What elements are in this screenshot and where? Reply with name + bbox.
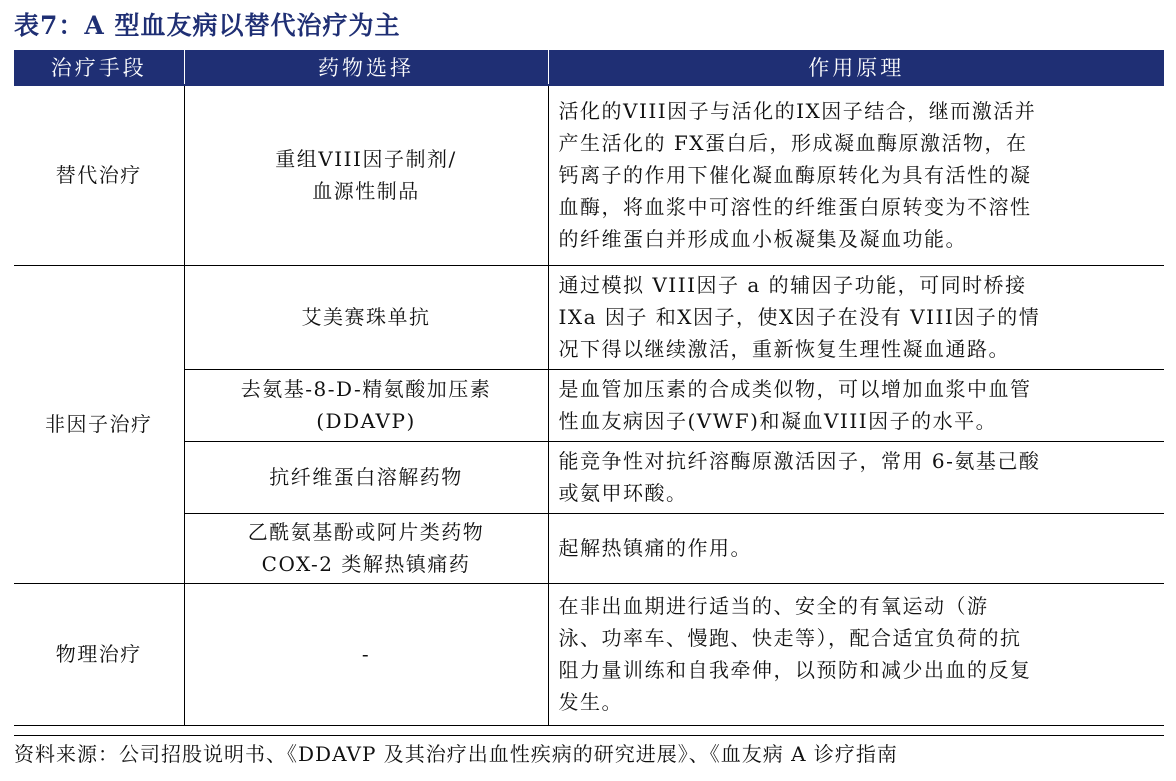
therapy-cell: 替代治疗	[14, 85, 184, 265]
table-row	[14, 85, 1164, 265]
drug-line: 重组VIII因子制剂/	[275, 147, 457, 172]
mechanism-line: 泳、功率车、慢跑、快走等），配合适宜负荷的抗	[558, 626, 1022, 650]
mechanism-line: 况下得以继续激活，重新恢复生理性凝血通路。	[558, 337, 1010, 361]
table-row	[14, 441, 1164, 513]
mechanism-line: 性血友病因子(VWF)和凝血VIII因子的水平。	[558, 409, 998, 433]
table-row	[14, 513, 1164, 583]
mechanism-line: 起解热镇痛的作用。	[558, 536, 752, 560]
treatment-table	[14, 50, 1164, 726]
drug-line: 艾美赛珠单抗	[301, 305, 431, 329]
drug-line: (DDAVP)	[316, 409, 416, 433]
mechanism-line: 能竞争性对抗纤溶酶原激活因子，常用 6-氨基己酸	[558, 449, 1041, 473]
drug-line: COX-2 类解热镇痛药	[261, 552, 471, 576]
header-drug: 药物选择	[184, 50, 548, 85]
drug-line: 血源性制品	[312, 179, 420, 204]
mechanism-line: 发生。	[558, 690, 623, 714]
source-note: 资料来源：公司招股说明书、《DDAVP 及其治疗出血性疾病的研究进展》、《血友病 A 诊疗指南	[14, 735, 1164, 770]
mechanism-cell	[548, 583, 1164, 725]
header-therapy: 治疗手段	[14, 50, 184, 85]
table-row	[14, 583, 1164, 725]
therapy-cell: 非因子治疗	[14, 265, 184, 583]
therapy-cell: 物理治疗	[14, 583, 184, 725]
drug-cell	[184, 85, 548, 265]
mechanism-line: 产生活化的 FX蛋白后，形成凝血酶原激活物，在	[558, 131, 1028, 156]
table-row	[14, 265, 1164, 369]
mechanism-cell	[548, 369, 1164, 441]
mechanism-line: 或氨甲环酸。	[558, 481, 688, 505]
mechanism-line: 血酶，将血浆中可溶性的纤维蛋白原转变为不溶性	[558, 195, 1032, 220]
drug-line: 乙酰氨基酚或阿片类药物	[247, 520, 485, 544]
mechanism-cell	[548, 441, 1164, 513]
drug-line: -	[361, 642, 371, 666]
mechanism-line: 通过模拟 VIII因子 a 的辅因子功能，可同时桥接	[558, 273, 1027, 297]
mechanism-cell	[548, 85, 1164, 265]
mechanism-line: 的纤维蛋白并形成血小板凝集及凝血功能。	[558, 227, 967, 252]
mechanism-line: 钙离子的作用下催化凝血酶原转化为具有活性的凝	[558, 163, 1032, 188]
mechanism-line: IXa 因子 和X因子，使X因子在没有 VIII因子的情	[558, 305, 1041, 329]
mechanism-cell	[548, 513, 1164, 583]
drug-cell	[184, 513, 548, 583]
table-header-row	[14, 50, 1164, 85]
drug-cell	[184, 583, 548, 725]
drug-cell	[184, 265, 548, 369]
drug-line: 去氨基-8-D-精氨酸加压素	[240, 377, 492, 401]
mechanism-cell	[548, 265, 1164, 369]
drug-cell	[184, 369, 548, 441]
mechanism-line: 在非出血期进行适当的、安全的有氧运动（游	[558, 594, 989, 618]
mechanism-line: 活化的VIII因子与活化的IX因子结合，继而激活并	[558, 99, 1037, 124]
table-row	[14, 369, 1164, 441]
table-title: 表7：A 型血友病以替代治疗为主	[14, 11, 401, 40]
drug-cell	[184, 441, 548, 513]
header-mechanism: 作用原理	[548, 50, 1164, 85]
drug-line: 抗纤维蛋白溶解药物	[269, 465, 463, 489]
mechanism-line: 阻力量训练和自我牵伸，以预防和减少出血的反复	[558, 658, 1032, 682]
mechanism-line: 是血管加压素的合成类似物，可以增加血浆中血管	[558, 377, 1032, 401]
